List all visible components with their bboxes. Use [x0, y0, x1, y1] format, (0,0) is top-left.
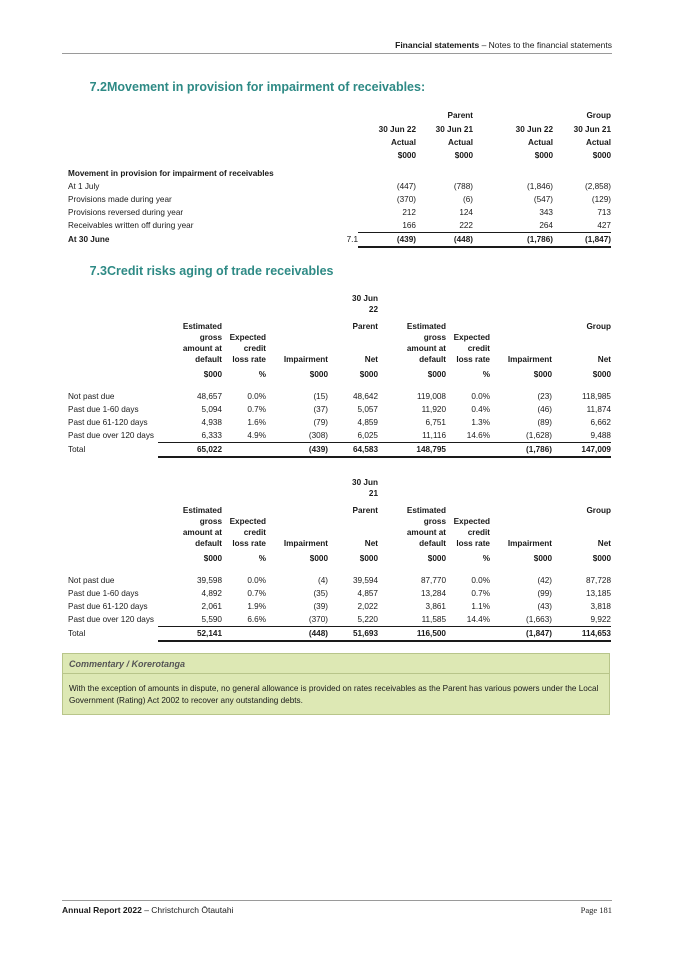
column-header: Impairment: [507, 539, 552, 548]
value-cell: 166: [402, 221, 416, 230]
value-cell: 124: [459, 208, 473, 217]
row-label: Not past due: [68, 576, 115, 585]
column-header: loss rate: [232, 539, 266, 548]
table-row: [68, 193, 611, 206]
column-header: $000: [534, 151, 553, 160]
column-header: Actual: [390, 138, 416, 147]
value-cell: 9,488: [590, 431, 611, 440]
group-label: Group: [586, 111, 611, 120]
column-header: default: [419, 539, 446, 548]
column-header: $000: [427, 370, 446, 379]
column-header: Net: [364, 539, 378, 548]
column-header: %: [258, 554, 266, 563]
column-header: Actual: [527, 138, 553, 147]
column-header: Net: [597, 355, 611, 364]
value-cell: 0.0%: [471, 576, 490, 585]
column-header: loss rate: [232, 355, 266, 364]
credit-aging-table-2021: [68, 477, 611, 642]
column-header: default: [195, 539, 222, 548]
section-7-2-heading: [62, 80, 425, 94]
table-row: [68, 206, 611, 219]
column-header: Estimated: [182, 322, 222, 331]
value-cell: 5,220: [357, 615, 378, 624]
column-header: loss rate: [456, 539, 490, 548]
value-cell: 264: [539, 221, 553, 230]
section-title: Credit risks aging of trade receivables: [107, 264, 334, 278]
value-cell: 118,985: [582, 392, 611, 401]
column-header: 30 Jun 22: [515, 125, 553, 134]
value-cell: 5,094: [201, 405, 222, 414]
section-7-3-heading: [62, 264, 333, 278]
total-cell: [222, 443, 266, 458]
group-label: Group: [586, 322, 611, 331]
footer-rule: [62, 900, 612, 901]
value-cell: 6,025: [357, 431, 378, 440]
row-label: At 30 June: [68, 235, 110, 245]
footer-report: Annual Report 2022: [62, 905, 142, 915]
column-header: loss rate: [456, 355, 490, 364]
value-cell: 13,185: [585, 589, 611, 598]
value-cell: 6,751: [425, 418, 446, 427]
column-header: Estimated: [182, 506, 222, 515]
total-cell: (1,786): [473, 233, 553, 248]
row-label: Not past due: [68, 392, 115, 401]
credit-aging-table-2022: [68, 293, 611, 458]
commentary-box: [62, 653, 610, 715]
column-header: 30 Jun 21: [435, 125, 473, 134]
value-cell: 0.0%: [247, 576, 266, 585]
value-cell: (35): [313, 589, 328, 598]
value-cell: 3,861: [425, 602, 446, 611]
total-cell: 147,009: [552, 443, 611, 458]
column-header: Expected: [453, 517, 490, 526]
section-title: Movement in provision for impairment of receivables:: [107, 80, 426, 94]
value-cell: 5,590: [201, 615, 222, 624]
value-cell: 39,598: [196, 576, 222, 585]
table-subheading: Movement in provision for impairment of receivables: [68, 169, 274, 178]
column-header: gross: [423, 333, 446, 342]
column-header: Expected: [453, 333, 490, 342]
row-label: Total: [68, 445, 86, 455]
column-header: $000: [309, 370, 328, 379]
value-cell: 14.6%: [466, 431, 490, 440]
column-header: 30 Jun 22: [378, 125, 416, 134]
total-cell: 116,500: [378, 627, 446, 642]
value-cell: (42): [537, 576, 552, 585]
value-cell: 2,061: [201, 602, 222, 611]
column-header: $000: [592, 554, 611, 563]
column-header: $000: [592, 151, 611, 160]
header-subsection: – Notes to the financial statements: [479, 40, 612, 50]
parent-label: Parent: [352, 506, 378, 515]
note-ref: [330, 193, 358, 206]
value-cell: (129): [591, 195, 611, 204]
total-cell: [222, 627, 266, 642]
header-rule: [62, 53, 612, 54]
value-cell: 48,642: [352, 392, 378, 401]
value-cell: (15): [313, 392, 328, 401]
total-cell: 64,583: [328, 443, 378, 458]
column-header: $000: [397, 151, 416, 160]
value-cell: (6): [462, 195, 473, 204]
impairment-movement-table: [68, 110, 611, 248]
column-header: credit: [467, 528, 490, 537]
value-cell: 11,585: [421, 615, 446, 624]
value-cell: 1.6%: [247, 418, 266, 427]
value-cell: (99): [537, 589, 552, 598]
row-label: Past due 61-120 days: [68, 418, 148, 427]
value-cell: (4): [317, 576, 328, 585]
table-row: [68, 390, 611, 403]
table-row: [68, 219, 611, 233]
column-header: Net: [364, 355, 378, 364]
column-header: amount at: [182, 528, 222, 537]
value-cell: 427: [597, 221, 611, 230]
total-cell: (1,786): [490, 443, 552, 458]
value-cell: 4,857: [357, 589, 378, 598]
column-header: Impairment: [283, 355, 328, 364]
value-cell: (23): [537, 392, 552, 401]
total-cell: (1,847): [490, 627, 552, 642]
value-cell: (46): [537, 405, 552, 414]
table-row: [68, 403, 611, 416]
value-cell: 4,892: [201, 589, 222, 598]
value-cell: (788): [453, 182, 473, 191]
value-cell: 1.1%: [471, 602, 490, 611]
total-cell: [446, 627, 490, 642]
value-cell: 11,116: [422, 431, 446, 440]
value-cell: 212: [402, 208, 416, 217]
total-cell: 51,693: [328, 627, 378, 642]
value-cell: 6,333: [201, 431, 222, 440]
total-row: [68, 443, 611, 458]
total-row: [68, 627, 611, 642]
value-cell: 48,657: [196, 392, 222, 401]
date-header: 22: [368, 305, 378, 314]
total-cell: [446, 443, 490, 458]
row-label: Total: [68, 629, 86, 639]
commentary-body: With the exception of amounts in dispute, no general allowance is provided on rates receivables as the Parent has various powers under the Local Government (Rating) Act 2002 to recover any outstanding debts.: [69, 684, 599, 705]
table-row: [68, 613, 611, 627]
value-cell: 0.0%: [471, 392, 490, 401]
total-cell: 148,795: [378, 443, 446, 458]
column-header: $000: [454, 151, 473, 160]
value-cell: (370): [308, 615, 328, 624]
date-header: 30 Jun: [352, 478, 378, 487]
table-row: [68, 429, 611, 443]
column-header: gross: [199, 517, 222, 526]
value-cell: (308): [308, 431, 328, 440]
column-header: $000: [309, 554, 328, 563]
row-label: Receivables written off during year: [68, 221, 194, 231]
value-cell: (89): [537, 418, 552, 427]
column-header: gross: [423, 517, 446, 526]
column-header: %: [482, 554, 490, 563]
row-label: Past due 1-60 days: [68, 405, 139, 414]
total-cell: 65,022: [158, 443, 222, 458]
value-cell: 6.6%: [247, 615, 266, 624]
value-cell: (79): [313, 418, 328, 427]
column-header: Expected: [229, 333, 266, 342]
value-cell: 6,662: [590, 418, 611, 427]
page-number: Page 181: [580, 905, 612, 915]
column-header: $000: [359, 370, 378, 379]
column-header: $000: [533, 554, 552, 563]
value-cell: 343: [539, 208, 553, 217]
value-cell: 1.9%: [247, 602, 266, 611]
total-cell: 52,141: [158, 627, 222, 642]
table-row: [68, 180, 611, 193]
column-header: Net: [597, 539, 611, 548]
row-label: Past due over 120 days: [68, 615, 155, 625]
total-row: [68, 233, 611, 248]
footer-org: – Christchurch Ōtautahi: [141, 905, 234, 915]
column-header: 30 Jun 21: [573, 125, 611, 134]
value-cell: (370): [396, 195, 416, 204]
note-ref: 7.1: [346, 235, 358, 245]
value-cell: 11,874: [586, 405, 611, 414]
column-header: $000: [203, 554, 222, 563]
value-cell: (2,858): [585, 182, 611, 191]
column-header: Expected: [229, 517, 266, 526]
value-cell: (43): [537, 602, 552, 611]
column-header: Actual: [447, 138, 473, 147]
column-header: $000: [427, 554, 446, 563]
value-cell: 222: [459, 221, 473, 230]
value-cell: 4.9%: [247, 431, 266, 440]
running-header: [62, 40, 612, 50]
value-cell: 713: [597, 208, 611, 217]
value-cell: 87,728: [585, 576, 611, 585]
column-header: amount at: [406, 344, 446, 353]
row-label: Provisions made during year: [68, 195, 172, 204]
column-header: Impairment: [507, 355, 552, 364]
column-header: default: [419, 355, 446, 364]
column-header: Estimated: [406, 322, 446, 331]
table-row: [68, 587, 611, 600]
table-row: [68, 600, 611, 613]
value-cell: 119,008: [417, 392, 446, 401]
table-row: [68, 416, 611, 429]
value-cell: 4,938: [201, 418, 222, 427]
column-header: gross: [199, 333, 222, 342]
value-cell: 13,284: [420, 589, 446, 598]
value-cell: 4,859: [357, 418, 378, 427]
group-label: Group: [586, 506, 611, 515]
note-ref: [330, 219, 358, 233]
column-header: $000: [359, 554, 378, 563]
value-cell: 87,770: [420, 576, 446, 585]
column-header: $000: [592, 370, 611, 379]
commentary-title: Commentary / Korerotanga: [69, 659, 186, 669]
total-cell: (448): [266, 627, 328, 642]
column-header: %: [482, 370, 490, 379]
commentary-rule: [63, 673, 609, 674]
column-header: amount at: [406, 528, 446, 537]
column-header: amount at: [182, 344, 222, 353]
column-header: credit: [243, 344, 266, 353]
value-cell: 0.0%: [247, 392, 266, 401]
value-cell: (547): [533, 195, 553, 204]
section-number: 7.3: [89, 264, 107, 278]
column-header: credit: [467, 344, 490, 353]
value-cell: 39,594: [352, 576, 378, 585]
column-header: Estimated: [406, 506, 446, 515]
row-label: Past due over 120 days: [68, 431, 155, 441]
value-cell: (447): [396, 182, 416, 191]
row-label: Past due 61-120 days: [68, 602, 148, 611]
column-header: Actual: [585, 138, 611, 147]
value-cell: (1,628): [526, 431, 552, 440]
total-cell: (439): [266, 443, 328, 458]
value-cell: 0.4%: [471, 405, 490, 414]
date-header: 30 Jun: [352, 294, 378, 303]
table-row: [68, 574, 611, 587]
value-cell: 14.4%: [466, 615, 490, 624]
total-cell: (448): [416, 233, 473, 248]
column-header: default: [195, 355, 222, 364]
header-section: Financial statements: [395, 40, 480, 50]
value-cell: (39): [313, 602, 328, 611]
total-cell: 114,653: [552, 627, 611, 642]
value-cell: 2,022: [357, 602, 378, 611]
total-cell: (1,847): [553, 233, 611, 248]
value-cell: 0.7%: [247, 589, 266, 598]
value-cell: 3,818: [590, 602, 611, 611]
value-cell: 0.7%: [247, 405, 266, 414]
value-cell: 11,920: [421, 405, 446, 414]
note-ref: [330, 180, 358, 193]
column-header: credit: [243, 528, 266, 537]
column-header: %: [258, 370, 266, 379]
value-cell: (1,663): [526, 615, 552, 624]
section-number: 7.2: [89, 80, 107, 94]
note-ref: [330, 206, 358, 219]
value-cell: 1.3%: [471, 418, 490, 427]
value-cell: (37): [313, 405, 328, 414]
total-cell: (439): [358, 233, 416, 248]
footer-title: [62, 905, 233, 915]
row-label: Provisions reversed during year: [68, 208, 184, 217]
row-label: At 1 July: [68, 182, 100, 191]
column-header: $000: [203, 370, 222, 379]
value-cell: 9,922: [590, 615, 611, 624]
column-header: $000: [533, 370, 552, 379]
parent-label: Parent: [447, 111, 473, 120]
column-header: Impairment: [283, 539, 328, 548]
parent-label: Parent: [352, 322, 378, 331]
value-cell: 0.7%: [471, 589, 490, 598]
value-cell: 5,057: [357, 405, 378, 414]
row-label: Past due 1-60 days: [68, 589, 139, 598]
value-cell: (1,846): [527, 182, 553, 191]
date-header: 21: [368, 489, 378, 498]
